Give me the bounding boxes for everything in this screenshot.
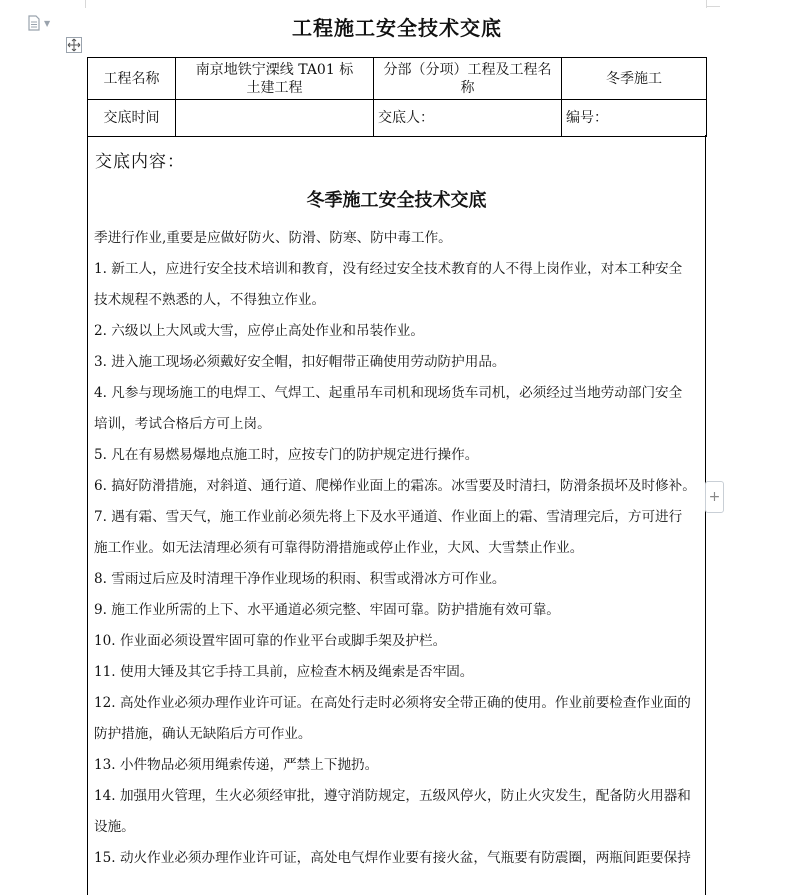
project-name-line2: 土建工程 — [246, 79, 303, 96]
handover-time-value[interactable] — [176, 100, 374, 137]
page-corner-mark — [85, 0, 86, 8]
content-line: 4. 凡参与现场施工的电焊工、气焊工、起重吊车司机和现场货车司机，必须经过当地劳动部门安全 — [94, 385, 683, 401]
project-name-value[interactable] — [176, 58, 374, 100]
content-line: 培训，考试合格后方可上岗。 — [94, 416, 271, 432]
content-line: 7. 遇有霜、雪天气，施工作业前必须先将上下及水平通道、作业面上的霜、雪清理完后，方可进行 — [94, 509, 683, 525]
subdivision-value[interactable]: 冬季施工 — [562, 58, 707, 100]
handover-time-label: 交底时间 — [88, 100, 176, 137]
content-label: 交底内容： — [95, 152, 185, 172]
document-title: 工程施工安全技术交底 — [292, 16, 502, 40]
info-table — [87, 57, 707, 137]
content-line: 技术规程不熟悉的人，不得独立作业。 — [94, 292, 326, 308]
content-line: 季进行作业,重要是应做好防火、防滑、防寒、防中毒工作。 — [94, 230, 452, 246]
content-line: 15. 动火作业必须办理作业许可证，高处电气焊作业要有接火盆，气瓶要有防震圈，两瓶间距要保持 — [94, 850, 691, 866]
project-name-label: 工程名称 — [88, 58, 176, 100]
number-label[interactable]: 编号： — [562, 100, 707, 137]
chevron-down-icon: ▼ — [44, 19, 51, 28]
table-move-handle-icon[interactable] — [66, 37, 82, 53]
content-line: 施工作业。如无法清理必须有可靠得防滑措施或停止作业，大风、大雪禁止作业。 — [94, 540, 584, 556]
content-line: 9. 施工作业所需的上下、水平通道必须完整、牢固可靠。防护措施有效可靠。 — [94, 602, 560, 618]
content-line: 12. 高处作业必须办理作业许可证。在高处行走时必须将安全带正确的使用。作业前要检查作业面的 — [94, 695, 691, 711]
content-line: 6. 搞好防滑措施，对斜道、通行道、爬梯作业面上的霜冻。冰雪要及时清扫，防滑条损坏及时修补。 — [94, 478, 696, 494]
content-line: 14. 加强用火管理，生火必须经审批，遵守消防规定，五级风停火，防止火灾发生，配备防火用器和 — [94, 788, 691, 804]
content-line: 13. 小件物品必须用绳索传递，严禁上下抛扔。 — [94, 757, 379, 773]
content-line: 3. 进入施工现场必须戴好安全帽，扣好帽带正确使用劳动防护用品。 — [94, 354, 506, 370]
content-line: 1. 新工人，应进行安全技术培训和教育，没有经过安全技术教育的人不得上岗作业，对本工种安全 — [94, 261, 683, 277]
handover-person-label[interactable]: 交底人： — [374, 100, 562, 137]
content-line: 设施。 — [94, 819, 135, 835]
subdivision-label: 分部（分项）工程及工程名称 — [374, 58, 562, 100]
project-name-line1: 南京地铁宁溧线 TA01 标 — [195, 61, 354, 78]
document-icon[interactable] — [27, 15, 53, 33]
content-line: 2. 六级以上大风或大雪，应停止高处作业和吊装作业。 — [94, 323, 424, 339]
content-line: 10. 作业面必须设置牢固可靠的作业平台或脚手架及护栏。 — [94, 633, 447, 649]
table-row — [88, 100, 707, 137]
table-row — [88, 58, 707, 100]
page-corner-mark — [706, 6, 720, 7]
document-icon-glyph — [27, 15, 41, 31]
content-line: 8. 雪雨过后应及时清理干净作业现场的积雨、积雪或滑冰方可作业。 — [94, 571, 506, 587]
content-line: 防护措施，确认无缺陷后方可作业。 — [94, 726, 312, 742]
content-line: 11. 使用大锤及其它手持工具前，应检查木柄及绳索是否牢固。 — [94, 664, 474, 680]
content-body — [94, 223, 700, 874]
add-row-plus-icon[interactable]: + — [705, 481, 724, 513]
content-heading: 冬季施工安全技术交底 — [306, 190, 487, 211]
move-arrows-icon — [67, 38, 81, 52]
content-cell[interactable] — [87, 135, 706, 895]
content-line: 5. 凡在有易燃易爆地点施工时，应按专门的防护规定进行操作。 — [94, 447, 479, 463]
